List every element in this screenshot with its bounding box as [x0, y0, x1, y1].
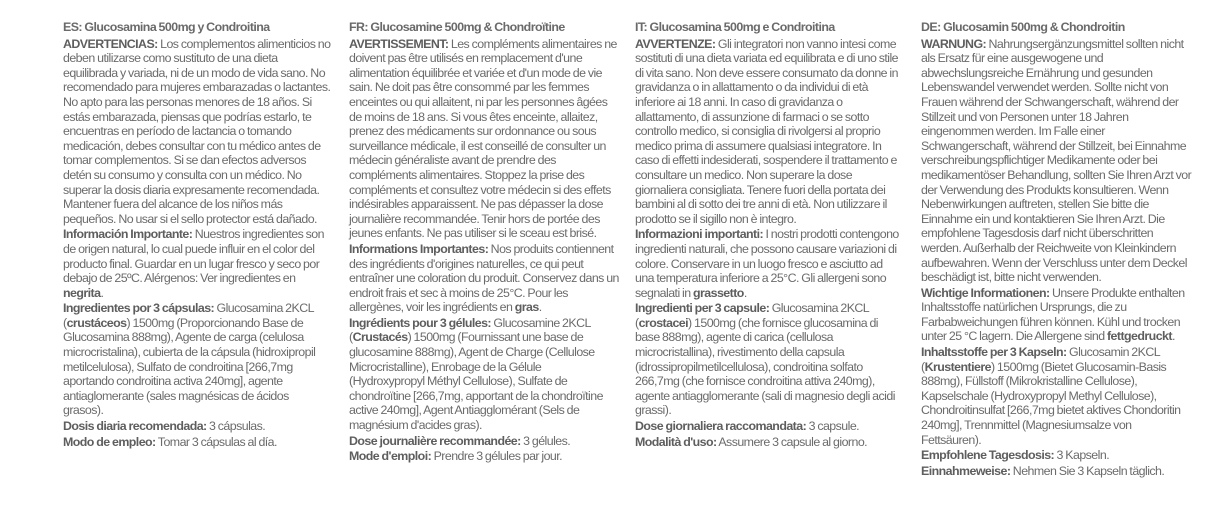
paragraph-list — [63, 37, 331, 450]
paragraph-label: Dose journalière recommandée: — [349, 433, 521, 448]
body-text: Glucosamin 2KCL ( — [921, 345, 1160, 374]
paragraph-label: Modo de empleo: — [63, 434, 156, 449]
paragraph — [635, 37, 902, 227]
paragraph — [921, 464, 1193, 479]
paragraph-label: Mode d'emploi: — [349, 449, 432, 464]
column-title: IT: Glucosamina 500mg e Condroitina — [635, 20, 835, 34]
column-title: FR: Glucosamine 500mg & Chondroïtine — [349, 20, 565, 34]
body-text: Glucosamina 2KCL ( — [635, 301, 869, 330]
allergen-text: grassetto — [692, 285, 744, 300]
body-text: 3 cápsulas. — [206, 419, 266, 434]
paragraph — [635, 227, 902, 300]
paragraph — [63, 301, 331, 418]
paragraph-label: ADVERTENCIAS: — [63, 36, 158, 51]
paragraph-label: AVVERTENZE: — [635, 36, 716, 51]
paragraph-label: Modalità d'uso: — [635, 434, 717, 449]
body-text: Nuestros ingredientes son de origen natural, lo cual puede influir en el color del producto final. Guardar en un lugar fresco y seco por debajo de 25ºC. Alérgenos: Ver ingredientes en — [63, 227, 324, 286]
body-text: 3 Kapseln. — [1054, 448, 1110, 463]
body-text: 3 capsule. — [806, 419, 860, 434]
paragraph — [63, 227, 331, 300]
paragraph — [63, 37, 331, 227]
body-text: Prendre 3 gélules par jour. — [431, 449, 563, 464]
body-text: Glucosamina 2KCL ( — [63, 301, 314, 330]
paragraph-label: Ingredienti per 3 capsule: — [635, 301, 770, 316]
paragraph — [921, 286, 1193, 344]
allergen-text: Crustacés — [352, 330, 408, 345]
body-text: ) 1500mg (Proporcionando Base de Glucosamina 888mg), Agente de carga (celulosa microcristalina), cubierta de la cápsula (hidroxipropil metilcelulosa), Sulfato de condroitina [266,7mg aportando condroitina activa 240mg], agente antiaglomerante (sales magnésicas de ácidos grasos). — [63, 315, 316, 418]
paragraph-label: Einnahmeweise: — [921, 463, 1011, 478]
body-text: I nostri prodotti contengono ingredienti naturali, che possono causare variazioni di colore. Conservare in un luogo fresco e asciutto ad una temperatura inferiore a 25°C. Gli allergeni sono segnalati in — [635, 227, 899, 300]
paragraph — [63, 419, 331, 434]
body-text: Nahrungsergänzungsmittel sollten nicht als Ersatz für eine ausgewogene und abwechslungsreiche Ernährung und gesunden Lebenswandel verwendet werden. Sollte nicht von Frauen während der Schwangerschaft, während der Stillzeit und von Personen unter 18 Jahren eingenommen werden. Im Falle einer Schwangerschaft, während der Stillzeit, bei Einnahme verschreibungspflichtiger Medikamente oder bei medikamentöser Behandlung, sollten Sie Ihren Arzt vor der Verwendung des Produkts konsultieren. Wenn Nebenwirkungen auftreten, stellen Sie bitte die Einnahme ein und kontaktieren Sie Ihren Arzt. Die empfohlene Tagesdosis darf nicht überschritten werden. Außerhalb der Reichweite von Kleinkindern aufbewahren. Wenn der Verschluss unter dem Deckel beschädigt ist, bitte nicht verwenden. — [921, 36, 1192, 285]
paragraph-list — [635, 37, 902, 450]
body-text: Les compléments alimentaires ne doivent pas être utilisés en remplacement d'une alimentation équilibrée et variée et d'un mode de vie sain. Ne doit pas être consommé par les femmes enceintes ou qui allaitent, ni par les personnes âgées de moins de 18 ans. Si vous êtes enceinte, allaitez, prenez des médicaments sur ordonnance ou sous surveillance médicale, il est conseillé de consulter un médecin généraliste avant de prendre des compléments alimentaires. Stoppez la prise des compléments et consultez votre médecin si des effets indésirables apparaissent. Ne pas dépasser la dose journalière recommandée. Tenir hors de portée des jeunes enfants. Ne pas utiliser si le sceau est brisé. — [349, 36, 617, 241]
allergen-text: Krustentiere — [924, 359, 991, 374]
paragraph — [349, 434, 619, 449]
body-text: . — [743, 285, 747, 300]
paragraph — [635, 419, 902, 434]
body-text: Glucosamine 2KCL ( — [349, 315, 591, 345]
body-text: . — [538, 300, 542, 315]
body-text: Unsere Produkte enthalten Inhaltsstoffe natürlichen Ursprungs, die zu Farbabweichungen führen können. Kühl und trocken unter 25 °C lagern. Die Allergene sind — [921, 285, 1185, 344]
allergen-text: fettgedruckt — [1106, 329, 1172, 344]
body-text: Los complementos alimenticios no deben utilizarse como sustituto de una dieta equilibrada y variada, ni de un modo de vida sano. No recomendado para mujeres embarazadas o lactantes. No apto para las personas menores de 18 años. Si estás embarazada, piensas que podrías estarlo, te encuentras en período de lactancia o tomando medicación, debes consultar con tu médico antes de tomar complementos. Si se dan efectos adversos detén su consumo y consulta con un médico. No superar la dosis diaria expresamente recomendada. Mantener fuera del alcance de los niños más pequeños. No usar si el sello protector está dañado. — [63, 36, 331, 226]
body-text: Tomar 3 cápsulas al día. — [155, 434, 277, 449]
paragraph — [921, 345, 1193, 447]
body-text: Nehmen Sie 3 Kapseln täglich. — [1010, 463, 1165, 478]
paragraph — [63, 435, 331, 450]
allergen-text: negrita — [63, 285, 101, 300]
paragraph — [349, 449, 619, 464]
column-es — [63, 20, 331, 450]
body-text: ) 1500mg (che fornisce glucosamina di base 888mg), agente di carica (cellulosa microcristallina), rivestimento della capsula (idrossipropilmetilcellulosa), condroitina solfato 266,7mg (che fornisce condroitina attiva 240mg), agente antiagglomerante (sali di magnesio degli acidi grassi). — [635, 315, 895, 418]
paragraph-label: Wichtige Informationen: — [921, 285, 1050, 300]
column-fr — [349, 20, 619, 465]
body-text: . — [1171, 329, 1175, 344]
body-text: ) 1500mg (Fournissant une base de glucosamine 888mg), Agent de Charge (Cellulose Microcristalline), Enrobage de la Gélule (Hydroxypropyl Méthyl Cellulose), Sulfate de chondroïtine [266,7mg, apportant de la chondroïtine active 240mg], Agent Antiagglomérant (Sels de magnésium d'acides gras). — [349, 330, 603, 433]
paragraph-label: Informations Importantes: — [349, 241, 489, 256]
body-text: Gli integratori non vanno intesi come sostituti di una dieta variata ed equilibrata e di uno stile di vita sano. Non deve essere consumato da donne in gravidanza o in allattamento o da individui di età inferiore ai 18 anni. In caso di gravidanza o allattamento, di assunzione di farmaci o se sotto controllo medico, si consiglia di rivolgersi al proprio medico prima di assumere qualsiasi integratore. In caso di effetti indesiderati, sospendere il trattamento e consultare un medico. Non superare la dose giornaliera consigliata. Tenere fuori della portata dei bambini al di sotto dei tre anni di età. Non utilizzare il prodotto se il sigillo non è integro. — [635, 36, 899, 226]
paragraph-label: AVERTISSEMENT: — [349, 36, 449, 51]
paragraph — [635, 435, 902, 450]
paragraph-label: Inhaltsstoffe per 3 Kapseln: — [921, 345, 1067, 360]
column-it — [635, 20, 902, 450]
paragraph-label: Ingredientes por 3 cápsulas: — [63, 301, 215, 316]
allergen-text: crostacei — [638, 315, 689, 330]
paragraph — [349, 316, 619, 433]
body-text: Assumere 3 capsule al giorno. — [716, 434, 868, 449]
allergen-text: gras — [514, 300, 539, 315]
paragraph — [635, 301, 902, 418]
body-text: . — [100, 285, 104, 300]
body-text: Nos produits contiennent des ingrédients d'origines naturelles, ce qui peut entraîner une coloration du produit. Conservez dans un endroit frais et sec à moins de 25°C. Pour les allergènes, voir les ingrédients en — [349, 241, 619, 315]
paragraph-label: Ingrédients pour 3 gélules: — [349, 315, 492, 330]
paragraph-label: WARNUNG: — [921, 36, 987, 51]
paragraph-label: Información Importante: — [63, 227, 193, 242]
paragraph-label: Informazioni importanti: — [635, 227, 764, 242]
paragraph-list — [921, 37, 1193, 479]
column-title: ES: Glucosamina 500mg y Condroitina — [63, 20, 270, 34]
paragraph — [921, 448, 1193, 463]
paragraph-label: Empfohlene Tagesdosis: — [921, 448, 1055, 463]
paragraph — [921, 37, 1193, 285]
paragraph — [349, 242, 619, 315]
paragraph-label: Dose giornaliera raccomandata: — [635, 419, 807, 434]
paragraph-list — [349, 37, 619, 464]
paragraph-label: Dosis diaria recomendada: — [63, 419, 207, 434]
paragraph — [349, 37, 619, 241]
column-title: DE: Glucosamin 500mg & Chondroitin — [921, 20, 1125, 34]
allergen-text: crustáceos — [66, 315, 127, 330]
body-text: 3 gélules. — [520, 433, 571, 448]
body-text: ) 1500mg (Bietet Glucosamin-Basis 888mg), Füllstoff (Mikrokristalline Cellulose), Kapselschale (Hydroxypropyl Methyl Cellulose), Chondroitinsulfat [266,7mg bietet aktives Chondoritin 240mg], Trennmittel (Magnesiumsalze von Fettsäuren). — [921, 359, 1181, 447]
column-de — [921, 20, 1193, 479]
